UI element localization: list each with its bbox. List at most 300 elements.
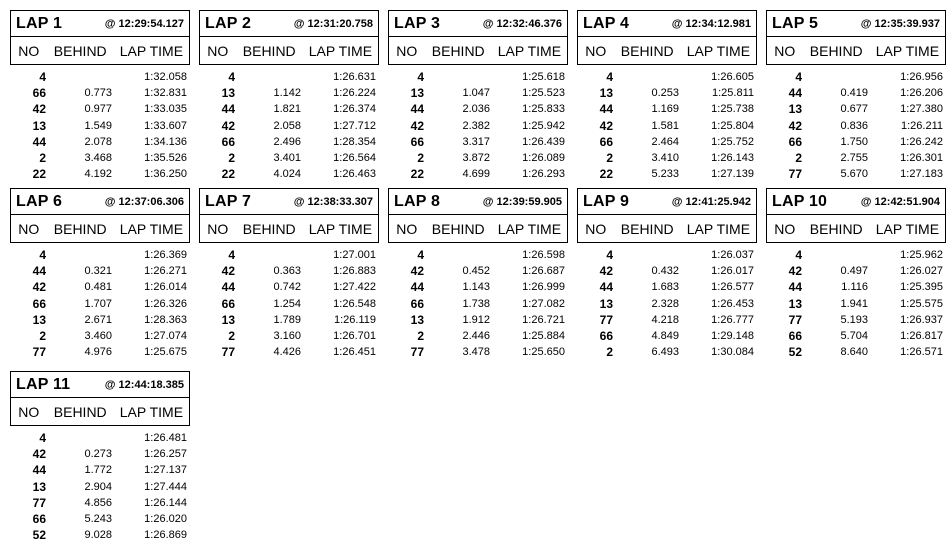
car-number: 77 — [788, 167, 802, 182]
table-row — [388, 101, 568, 117]
car-number: 77 — [599, 312, 613, 327]
car-number: 66 — [788, 134, 802, 149]
gap-behind: 2.382 — [462, 119, 490, 132]
gap-behind: 0.253 — [651, 87, 679, 100]
lap-block — [577, 188, 757, 360]
car-number: 2 — [228, 151, 235, 166]
gap-behind: 4.849 — [651, 330, 679, 343]
lap-time-value: 1:27.074 — [144, 330, 187, 343]
table-row — [388, 247, 568, 263]
column-header-lap-time: LAP TIME — [308, 42, 373, 59]
lap-time-value: 1:25.523 — [522, 87, 565, 100]
lap-time-value: 1:25.575 — [900, 297, 943, 310]
column-header-no: NO — [18, 403, 40, 420]
lap-time-value: 1:26.451 — [333, 346, 376, 359]
table-row — [199, 150, 379, 166]
lap-rows — [199, 69, 379, 182]
table-row — [388, 134, 568, 150]
table-row — [388, 296, 568, 312]
gap-behind: 4.218 — [651, 313, 679, 326]
column-headers — [767, 215, 945, 242]
gap-behind: 6.493 — [651, 346, 679, 359]
gap-behind: 4.976 — [84, 346, 112, 359]
table-row — [577, 118, 757, 134]
lap-time-value: 1:33.607 — [144, 119, 187, 132]
table-row — [766, 312, 946, 328]
gap-behind: 1.116 — [841, 281, 868, 294]
gap-behind: 0.419 — [840, 87, 868, 100]
car-number: 13 — [599, 296, 613, 311]
gap-behind: 2.755 — [840, 152, 868, 165]
lap-label: LAP 7 — [205, 192, 252, 210]
table-row — [199, 263, 379, 279]
lap-header — [199, 188, 379, 243]
lap-rows — [10, 430, 190, 543]
lap-time-value: 1:33.035 — [144, 103, 187, 116]
car-number: 42 — [599, 264, 613, 279]
lap-header — [10, 371, 190, 426]
gap-behind: 1.750 — [840, 135, 868, 148]
lap-label: LAP 6 — [16, 192, 63, 210]
lap-time-value: 1:34.136 — [144, 135, 187, 148]
column-header-lap-time: LAP TIME — [686, 220, 751, 237]
car-number: 44 — [32, 134, 46, 149]
lap-header — [10, 10, 190, 65]
lap-block — [10, 188, 190, 360]
lap-rows — [577, 69, 757, 182]
car-number: 66 — [32, 86, 46, 101]
gap-behind: 1.549 — [84, 119, 112, 132]
car-number: 2 — [606, 345, 613, 360]
lap-time-value: 1:26.374 — [333, 103, 376, 116]
table-row — [199, 166, 379, 182]
car-number: 2 — [39, 151, 46, 166]
column-header-lap-time: LAP TIME — [686, 42, 751, 59]
lap-title-bar — [767, 11, 945, 37]
table-row — [10, 247, 190, 263]
car-number: 22 — [32, 167, 46, 182]
lap-header — [388, 10, 568, 65]
lap-time-value: 1:26.271 — [144, 265, 187, 278]
car-number: 4 — [795, 70, 802, 85]
lap-rows — [766, 247, 946, 360]
gap-behind: 4.024 — [273, 168, 301, 181]
column-header-no: NO — [18, 42, 40, 59]
gap-behind: 3.160 — [273, 330, 301, 343]
lap-time-value: 1:25.618 — [522, 71, 565, 84]
column-header-no: NO — [774, 220, 796, 237]
lap-timestamp: @ 12:44:18.385 — [104, 378, 184, 391]
lap-rows — [577, 247, 757, 360]
lap-time-value: 1:26.577 — [711, 281, 754, 294]
car-number: 44 — [221, 280, 235, 295]
table-row — [10, 462, 190, 478]
gap-behind: 1.169 — [651, 103, 679, 116]
table-row — [388, 344, 568, 360]
lap-block — [10, 10, 190, 182]
table-row — [577, 101, 757, 117]
lap-title-bar — [767, 189, 945, 215]
car-number: 13 — [32, 118, 46, 133]
table-row — [766, 296, 946, 312]
car-number: 13 — [32, 312, 46, 327]
lap-title-bar — [11, 189, 189, 215]
lap-time-value: 1:26.257 — [144, 448, 187, 461]
car-number: 13 — [32, 479, 46, 494]
table-row — [10, 446, 190, 462]
table-row — [766, 247, 946, 263]
table-row — [10, 479, 190, 495]
gap-behind: 1.047 — [462, 87, 490, 100]
lap-block — [10, 371, 190, 543]
table-row — [199, 328, 379, 344]
table-row — [199, 247, 379, 263]
car-number: 52 — [788, 345, 802, 360]
gap-behind: 3.468 — [84, 152, 112, 165]
table-row — [577, 344, 757, 360]
column-headers — [578, 37, 756, 64]
gap-behind: 5.670 — [840, 168, 868, 181]
gap-behind: 2.036 — [462, 103, 490, 116]
lap-time-value: 1:26.293 — [522, 168, 565, 181]
lap-label: LAP 9 — [583, 192, 630, 210]
table-row — [10, 344, 190, 360]
car-number: 44 — [599, 102, 613, 117]
car-number: 22 — [599, 167, 613, 182]
lap-header — [766, 10, 946, 65]
lap-label: LAP 4 — [583, 14, 630, 32]
lap-time-value: 1:26.687 — [522, 265, 565, 278]
lap-label: LAP 10 — [772, 192, 828, 210]
column-headers — [11, 37, 189, 64]
table-row — [388, 312, 568, 328]
gap-behind: 0.742 — [273, 281, 301, 294]
car-number: 66 — [788, 329, 802, 344]
car-number: 13 — [599, 86, 613, 101]
car-number: 4 — [795, 248, 802, 263]
gap-behind: 0.497 — [840, 265, 868, 278]
lap-block — [199, 10, 379, 182]
gap-behind: 2.058 — [273, 119, 301, 132]
gap-behind: 2.328 — [651, 297, 679, 310]
car-number: 66 — [221, 296, 235, 311]
lap-time-value: 1:26.883 — [333, 265, 376, 278]
table-row — [577, 296, 757, 312]
lap-rows — [388, 69, 568, 182]
car-number: 2 — [795, 151, 802, 166]
column-header-no: NO — [774, 42, 796, 59]
lap-timestamp: @ 12:31:20.758 — [293, 17, 373, 30]
gap-behind: 0.432 — [651, 265, 679, 278]
column-header-lap-time: LAP TIME — [875, 220, 940, 237]
lap-time-value: 1:27.082 — [522, 297, 565, 310]
column-headers — [389, 215, 567, 242]
lap-time-value: 1:25.833 — [522, 103, 565, 116]
car-number: 77 — [32, 495, 46, 510]
column-header-no: NO — [585, 42, 607, 59]
column-header-behind: BEHIND — [242, 42, 296, 59]
gap-behind: 3.317 — [462, 135, 490, 148]
column-header-behind: BEHIND — [620, 42, 674, 59]
car-number: 4 — [606, 70, 613, 85]
lap-title-bar — [200, 11, 378, 37]
car-number: 77 — [788, 312, 802, 327]
gap-behind: 1.941 — [840, 297, 868, 310]
gap-behind: 5.704 — [840, 330, 868, 343]
table-row — [10, 263, 190, 279]
table-row — [766, 344, 946, 360]
table-row — [577, 279, 757, 295]
lap-time-value: 1:26.326 — [144, 297, 187, 310]
table-row — [10, 328, 190, 344]
lap-time-value: 1:27.183 — [900, 168, 943, 181]
lap-rows — [388, 247, 568, 360]
gap-behind: 5.193 — [840, 313, 868, 326]
table-row — [199, 101, 379, 117]
column-header-lap-time: LAP TIME — [497, 42, 562, 59]
car-number: 42 — [410, 264, 424, 279]
car-number: 42 — [32, 280, 46, 295]
car-number: 42 — [788, 118, 802, 133]
car-number: 77 — [221, 345, 235, 360]
column-headers — [200, 37, 378, 64]
lap-time-value: 1:26.631 — [333, 71, 376, 84]
table-row — [388, 263, 568, 279]
lap-timestamp: @ 12:32:46.376 — [482, 17, 562, 30]
car-number: 2 — [228, 329, 235, 344]
lap-time-value: 1:25.962 — [900, 249, 943, 262]
lap-time-value: 1:26.211 — [900, 119, 943, 132]
table-row — [199, 85, 379, 101]
gap-behind: 1.772 — [84, 464, 112, 477]
table-row — [766, 263, 946, 279]
lap-time-value: 1:26.571 — [900, 346, 943, 359]
table-row — [199, 312, 379, 328]
table-row — [577, 263, 757, 279]
table-row — [388, 118, 568, 134]
lap-timestamp: @ 12:35:39.937 — [860, 17, 940, 30]
lap-time-value: 1:25.395 — [900, 281, 943, 294]
car-number: 44 — [788, 86, 802, 101]
column-header-no: NO — [207, 42, 229, 59]
table-row — [199, 279, 379, 295]
gap-behind: 1.142 — [273, 87, 301, 100]
gap-behind: 8.640 — [840, 346, 868, 359]
gap-behind: 4.856 — [84, 496, 112, 509]
table-row — [577, 312, 757, 328]
car-number: 4 — [39, 248, 46, 263]
car-number: 66 — [32, 296, 46, 311]
table-row — [577, 85, 757, 101]
lap-time-value: 1:27.422 — [333, 281, 376, 294]
column-header-lap-time: LAP TIME — [119, 42, 184, 59]
lap-time-value: 1:27.380 — [900, 103, 943, 116]
lap-time-value: 1:26.206 — [900, 87, 943, 100]
car-number: 77 — [32, 345, 46, 360]
lap-time-value: 1:32.058 — [144, 71, 187, 84]
gap-behind: 2.904 — [84, 480, 112, 493]
car-number: 4 — [39, 70, 46, 85]
car-number: 66 — [599, 134, 613, 149]
table-row — [766, 85, 946, 101]
table-row — [199, 118, 379, 134]
car-number: 66 — [410, 134, 424, 149]
lap-time-value: 1:27.001 — [333, 249, 376, 262]
car-number: 2 — [417, 151, 424, 166]
lap-label: LAP 5 — [772, 14, 819, 32]
gap-behind: 0.273 — [84, 448, 112, 461]
table-row — [766, 69, 946, 85]
lap-time-value: 1:25.884 — [522, 330, 565, 343]
lap-time-value: 1:26.453 — [711, 297, 754, 310]
column-header-lap-time: LAP TIME — [308, 220, 373, 237]
lap-header — [577, 188, 757, 243]
table-row — [10, 495, 190, 511]
column-headers — [11, 215, 189, 242]
lap-time-value: 1:26.027 — [900, 265, 943, 278]
lap-time-value: 1:27.137 — [144, 464, 187, 477]
car-number: 44 — [410, 102, 424, 117]
column-header-no: NO — [396, 220, 418, 237]
column-header-no: NO — [585, 220, 607, 237]
gap-behind: 3.460 — [84, 330, 112, 343]
lap-time-value: 1:26.598 — [522, 249, 565, 262]
table-row — [766, 328, 946, 344]
table-row — [766, 279, 946, 295]
lap-block — [766, 188, 946, 360]
lap-time-value: 1:26.481 — [144, 432, 187, 445]
table-row — [388, 328, 568, 344]
car-number: 13 — [788, 102, 802, 117]
gap-behind: 1.738 — [462, 297, 490, 310]
table-row — [388, 85, 568, 101]
car-number: 42 — [32, 447, 46, 462]
car-number: 66 — [32, 512, 46, 527]
column-header-behind: BEHIND — [53, 220, 107, 237]
car-number: 44 — [788, 280, 802, 295]
column-header-behind: BEHIND — [809, 220, 863, 237]
gap-behind: 4.192 — [84, 168, 112, 181]
car-number: 77 — [410, 345, 424, 360]
car-number: 4 — [417, 248, 424, 263]
lap-time-value: 1:25.942 — [522, 119, 565, 132]
column-header-no: NO — [18, 220, 40, 237]
lap-time-value: 1:27.712 — [333, 119, 376, 132]
car-number: 4 — [417, 70, 424, 85]
car-number: 42 — [410, 118, 424, 133]
car-number: 22 — [221, 167, 235, 182]
column-header-behind: BEHIND — [431, 42, 485, 59]
lap-time-value: 1:26.143 — [711, 152, 754, 165]
lap-time-value: 1:26.937 — [900, 313, 943, 326]
table-row — [766, 166, 946, 182]
car-number: 4 — [39, 431, 46, 446]
lap-header — [766, 188, 946, 243]
table-row — [10, 85, 190, 101]
gap-behind: 4.699 — [462, 168, 490, 181]
gap-behind: 1.789 — [273, 313, 301, 326]
table-row — [766, 101, 946, 117]
lap-time-value: 1:28.363 — [144, 313, 187, 326]
gap-behind: 3.410 — [651, 152, 679, 165]
lap-time-value: 1:26.956 — [900, 71, 943, 84]
lap-time-value: 1:26.020 — [144, 513, 187, 526]
gap-behind: 1.254 — [273, 297, 301, 310]
gap-behind: 1.912 — [462, 313, 490, 326]
lap-time-value: 1:25.752 — [711, 135, 754, 148]
table-row — [10, 166, 190, 182]
lap-timestamp: @ 12:38:33.307 — [293, 195, 373, 208]
lap-title-bar — [200, 189, 378, 215]
car-number: 44 — [410, 280, 424, 295]
car-number: 2 — [606, 151, 613, 166]
lap-time-value: 1:25.738 — [711, 103, 754, 116]
gap-behind: 2.496 — [273, 135, 301, 148]
car-number: 42 — [599, 118, 613, 133]
lap-label: LAP 2 — [205, 14, 252, 32]
car-number: 4 — [228, 248, 235, 263]
column-header-lap-time: LAP TIME — [119, 403, 184, 420]
lap-time-value: 1:26.224 — [333, 87, 376, 100]
lap-block — [388, 188, 568, 360]
gap-behind: 2.446 — [462, 330, 490, 343]
lap-time-value: 1:27.139 — [711, 168, 754, 181]
lap-time-value: 1:26.721 — [522, 313, 565, 326]
gap-behind: 0.836 — [840, 119, 868, 132]
lap-time-value: 1:26.242 — [900, 135, 943, 148]
lap-time-value: 1:35.526 — [144, 152, 187, 165]
gap-behind: 0.773 — [84, 87, 112, 100]
lap-label: LAP 3 — [394, 14, 441, 32]
column-headers — [11, 398, 189, 425]
car-number: 13 — [221, 86, 235, 101]
lap-time-value: 1:26.999 — [522, 281, 565, 294]
lap-label: LAP 11 — [16, 375, 71, 393]
column-header-no: NO — [207, 220, 229, 237]
car-number: 22 — [410, 167, 424, 182]
car-number: 66 — [410, 296, 424, 311]
column-headers — [200, 215, 378, 242]
column-header-lap-time: LAP TIME — [497, 220, 562, 237]
table-row — [577, 166, 757, 182]
gap-behind: 2.078 — [84, 135, 112, 148]
lap-time-value: 1:25.675 — [144, 346, 187, 359]
car-number: 44 — [221, 102, 235, 117]
car-number: 13 — [410, 312, 424, 327]
lap-header — [10, 188, 190, 243]
lap-header — [388, 188, 568, 243]
car-number: 13 — [221, 312, 235, 327]
lap-title-bar — [389, 11, 567, 37]
lap-block — [766, 10, 946, 182]
car-number: 42 — [788, 264, 802, 279]
car-number: 44 — [32, 264, 46, 279]
lap-time-value: 1:28.354 — [333, 135, 376, 148]
lap-time-value: 1:26.144 — [144, 496, 187, 509]
table-row — [10, 101, 190, 117]
car-number: 44 — [599, 280, 613, 295]
table-row — [10, 511, 190, 527]
lap-block — [199, 188, 379, 360]
table-row — [10, 527, 190, 543]
gap-behind: 3.872 — [462, 152, 490, 165]
table-row — [10, 69, 190, 85]
lap-block — [577, 10, 757, 182]
lap-label: LAP 8 — [394, 192, 441, 210]
column-header-lap-time: LAP TIME — [119, 220, 184, 237]
car-number: 2 — [39, 329, 46, 344]
car-number: 13 — [788, 296, 802, 311]
